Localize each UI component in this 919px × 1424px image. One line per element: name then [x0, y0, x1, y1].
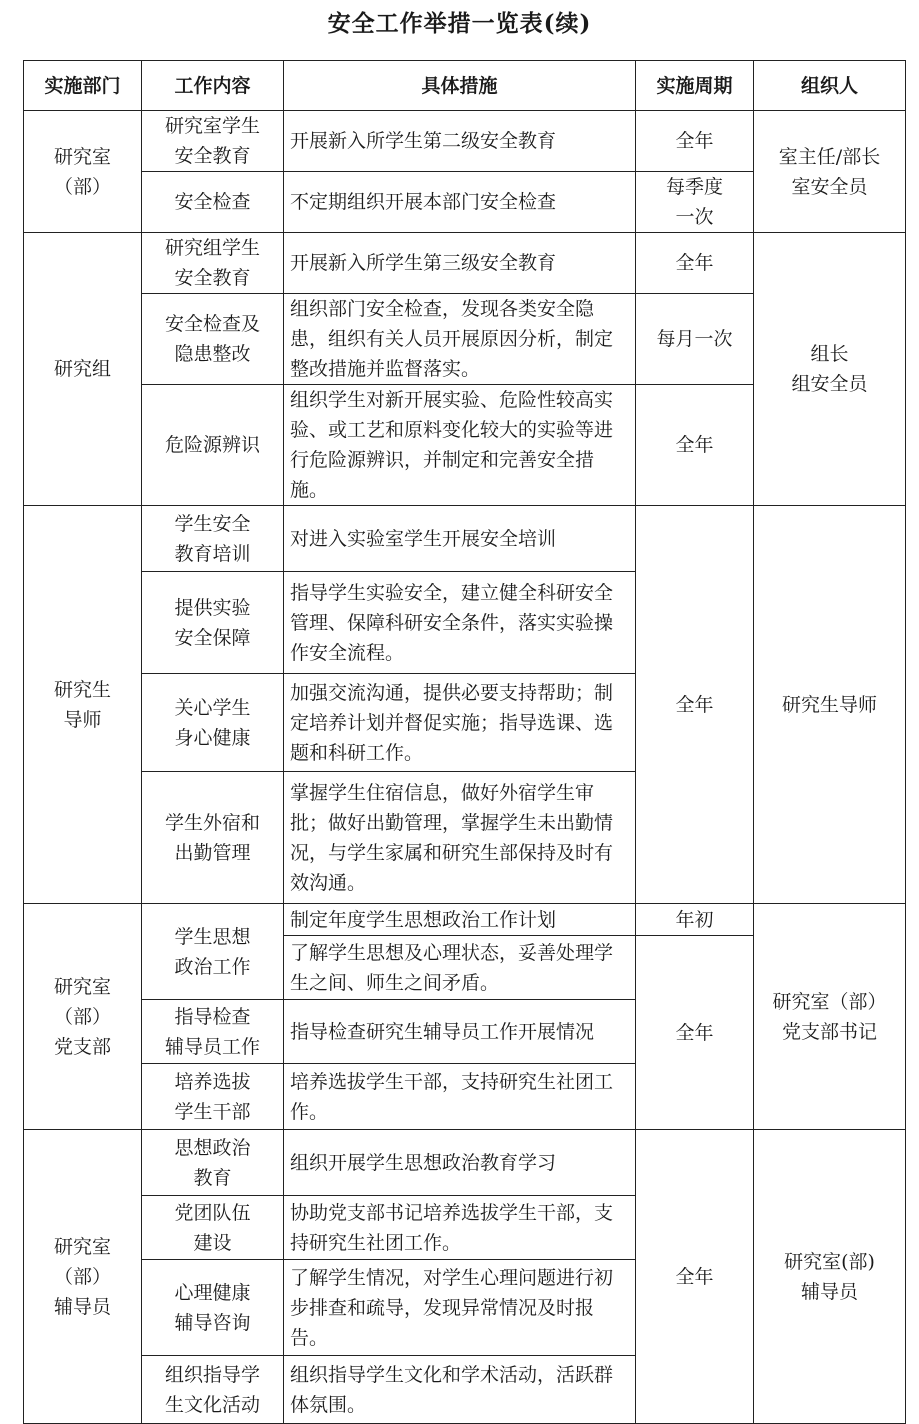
measures-cell: 对进入实验室学生开展安全培训 [284, 506, 636, 572]
period-cell: 全年 [636, 936, 754, 1130]
period-cell: 全年 [636, 1130, 754, 1424]
period-cell: 全年 [636, 506, 754, 904]
safety-measures-table [23, 60, 906, 1424]
content-cell: 组织指导学 生文化活动 [142, 1356, 284, 1424]
dept-cell: 研究室 （部） 辅导员 [24, 1130, 142, 1424]
table-row [24, 904, 906, 936]
measures-cell: 指导学生实验安全，建立健全科研安全管理、保障科研安全条件，落实实验操作安全流程。 [284, 572, 636, 674]
period-cell: 每季度 一次 [636, 172, 754, 233]
organizer-cell: 研究室(部) 辅导员 [754, 1130, 906, 1424]
measures-cell: 组织部门安全检查，发现各类安全隐患，组织有关人员开展原因分析，制定整改措施并监督落实。 [284, 294, 636, 385]
content-cell: 学生外宿和 出勤管理 [142, 772, 284, 904]
measures-cell: 加强交流沟通，提供必要支持帮助；制定培养计划并督促实施；指导选课、选题和科研工作。 [284, 674, 636, 772]
measures-cell: 了解学生情况，对学生心理问题进行初步排查和疏导，发现异常情况及时报告。 [284, 1260, 636, 1356]
content-cell: 心理健康 辅导咨询 [142, 1260, 284, 1356]
measures-cell: 了解学生思想及心理状态，妥善处理学生之间、师生之间矛盾。 [284, 936, 636, 1000]
measures-cell: 不定期组织开展本部门安全检查 [284, 172, 636, 233]
table-row [24, 111, 906, 172]
period-cell: 全年 [636, 385, 754, 506]
measures-cell: 培养选拔学生干部，支持研究生社团工作。 [284, 1064, 636, 1130]
table-row [24, 506, 906, 572]
content-cell: 危险源辨识 [142, 385, 284, 506]
header-dept: 实施部门 [24, 61, 142, 111]
content-cell: 培养选拔 学生干部 [142, 1064, 284, 1130]
header-organizer: 组织人 [754, 61, 906, 111]
measures-cell: 指导检查研究生辅导员工作开展情况 [284, 1000, 636, 1064]
header-period: 实施周期 [636, 61, 754, 111]
dept-cell: 研究生 导师 [24, 506, 142, 904]
header-content: 工作内容 [142, 61, 284, 111]
period-cell: 每月一次 [636, 294, 754, 385]
period-cell: 全年 [636, 233, 754, 294]
measures-cell: 开展新入所学生第三级安全教育 [284, 233, 636, 294]
organizer-cell: 组长 组安全员 [754, 233, 906, 506]
header-measures: 具体措施 [284, 61, 636, 111]
page-title: 安全工作举措一览表(续) [327, 10, 592, 37]
period-cell: 全年 [636, 111, 754, 172]
header-row [24, 61, 906, 111]
content-cell: 安全检查 [142, 172, 284, 233]
measures-cell: 掌握学生住宿信息，做好外宿学生审批；做好出勤管理，掌握学生未出勤情况，与学生家属和研究生部保持及时有效沟通。 [284, 772, 636, 904]
measures-cell: 协助党支部书记培养选拔学生干部，支持研究生社团工作。 [284, 1196, 636, 1260]
dept-cell: 研究组 [24, 233, 142, 506]
measures-cell: 制定年度学生思想政治工作计划 [284, 904, 636, 936]
content-cell: 党团队伍 建设 [142, 1196, 284, 1260]
content-cell: 研究室学生 安全教育 [142, 111, 284, 172]
content-cell: 关心学生 身心健康 [142, 674, 284, 772]
table-row [24, 1130, 906, 1196]
content-cell: 研究组学生 安全教育 [142, 233, 284, 294]
content-cell: 安全检查及 隐患整改 [142, 294, 284, 385]
measures-cell: 组织学生对新开展实验、危险性较高实验、或工艺和原料变化较大的实验等进行危险源辨识，并制定和完善安全措施。 [284, 385, 636, 506]
organizer-cell: 研究室（部） 党支部书记 [754, 904, 906, 1130]
content-cell: 学生安全 教育培训 [142, 506, 284, 572]
organizer-cell: 研究生导师 [754, 506, 906, 904]
content-cell: 指导检查 辅导员工作 [142, 1000, 284, 1064]
measures-cell: 开展新入所学生第二级安全教育 [284, 111, 636, 172]
period-cell: 年初 [636, 904, 754, 936]
organizer-cell: 室主任/部长 室安全员 [754, 111, 906, 233]
content-cell: 学生思想 政治工作 [142, 904, 284, 1000]
measures-cell: 组织开展学生思想政治教育学习 [284, 1130, 636, 1196]
content-cell: 思想政治 教育 [142, 1130, 284, 1196]
dept-cell: 研究室 （部） [24, 111, 142, 233]
table-row [24, 233, 906, 294]
content-cell: 提供实验 安全保障 [142, 572, 284, 674]
measures-cell: 组织指导学生文化和学术活动，活跃群体氛围。 [284, 1356, 636, 1424]
dept-cell: 研究室 （部） 党支部 [24, 904, 142, 1130]
